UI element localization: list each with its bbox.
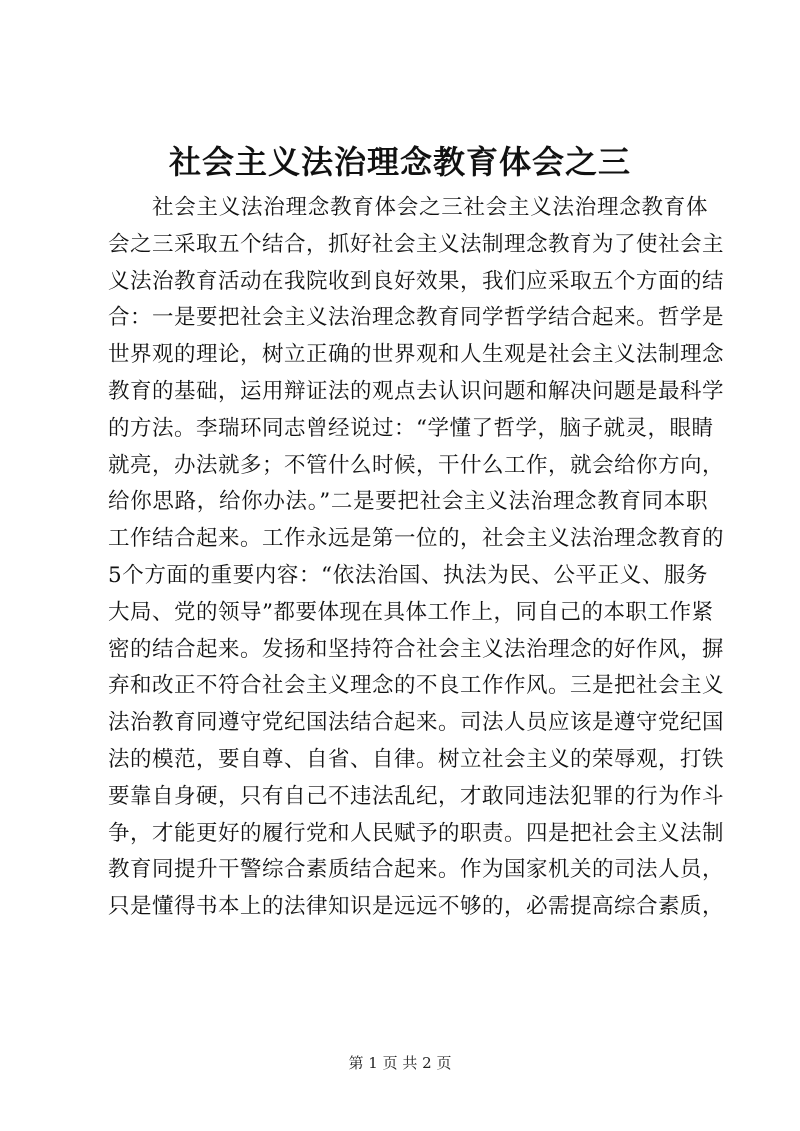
body-line: 合：一是要把社会主义法治理念教育同学哲学结合起来。哲学是 [108,305,725,331]
body-line: 争，才能更好的履行党和人民赋予的职责。四是把社会主义法制 [108,820,725,846]
body-line: 世界观的理论，树立正确的世界观和人生观是社会主义法制理念 [108,342,725,368]
body-line: 要靠自身硬，只有自己不违法乱纪，才敢同违法犯罪的行为作斗 [108,783,725,809]
document-title: 社会主义法治理念教育体会之三 [168,143,631,181]
body-line: 就亮，办法就多；不管什么时候，干什么工作，就会给你方向， [108,452,725,478]
body-line: 只是懂得书本上的法律知识是远远不够的，必需提高综合素质， [108,894,725,920]
body-line: 给你思路，给你办法。”二是要把社会主义法治理念教育同本职 [108,489,708,515]
body-line: 会之三采取五个结合，抓好社会主义法制理念教育为了使社会主 [108,231,725,257]
body-line: 法的模范，要自尊、自省、自律。树立社会主义的荣辱观，打铁 [108,746,725,772]
body-paragraph [108,190,725,926]
page-number-footer: 第 1 页 共 2 页 [348,1054,452,1072]
body-line: 大局、党的领导”都要体现在具体工作上，同自己的本职工作紧 [108,599,714,625]
body-line: 教育同提升干警综合素质结合起来。作为国家机关的司法人员， [108,857,725,883]
body-line: 5个方面的重要内容：“依法治国、执法为民、公平正义、服务 [108,562,708,588]
body-line: 社会主义法治理念教育体会之三社会主义法治理念教育体 [152,195,708,220]
body-line: 义法治教育活动在我院收到良好效果，我们应采取五个方面的结 [108,268,725,294]
body-line: 法治教育同遵守党纪国法结合起来。司法人员应该是遵守党纪国 [108,710,725,736]
body-line: 密的结合起来。发扬和坚持符合社会主义法治理念的好作风，摒 [108,636,725,662]
body-line: 教育的基础，运用辩证法的观点去认识问题和解决问题是最科学 [108,378,725,404]
body-line: 工作结合起来。工作永远是第一位的，社会主义法治理念教育的 [108,526,725,552]
body-line: 的方法。李瑞环同志曾经说过：“学懂了哲学，脑子就灵，眼睛 [108,415,714,441]
body-line: 弃和改正不符合社会主义理念的不良工作作风。三是把社会主义 [108,673,725,699]
